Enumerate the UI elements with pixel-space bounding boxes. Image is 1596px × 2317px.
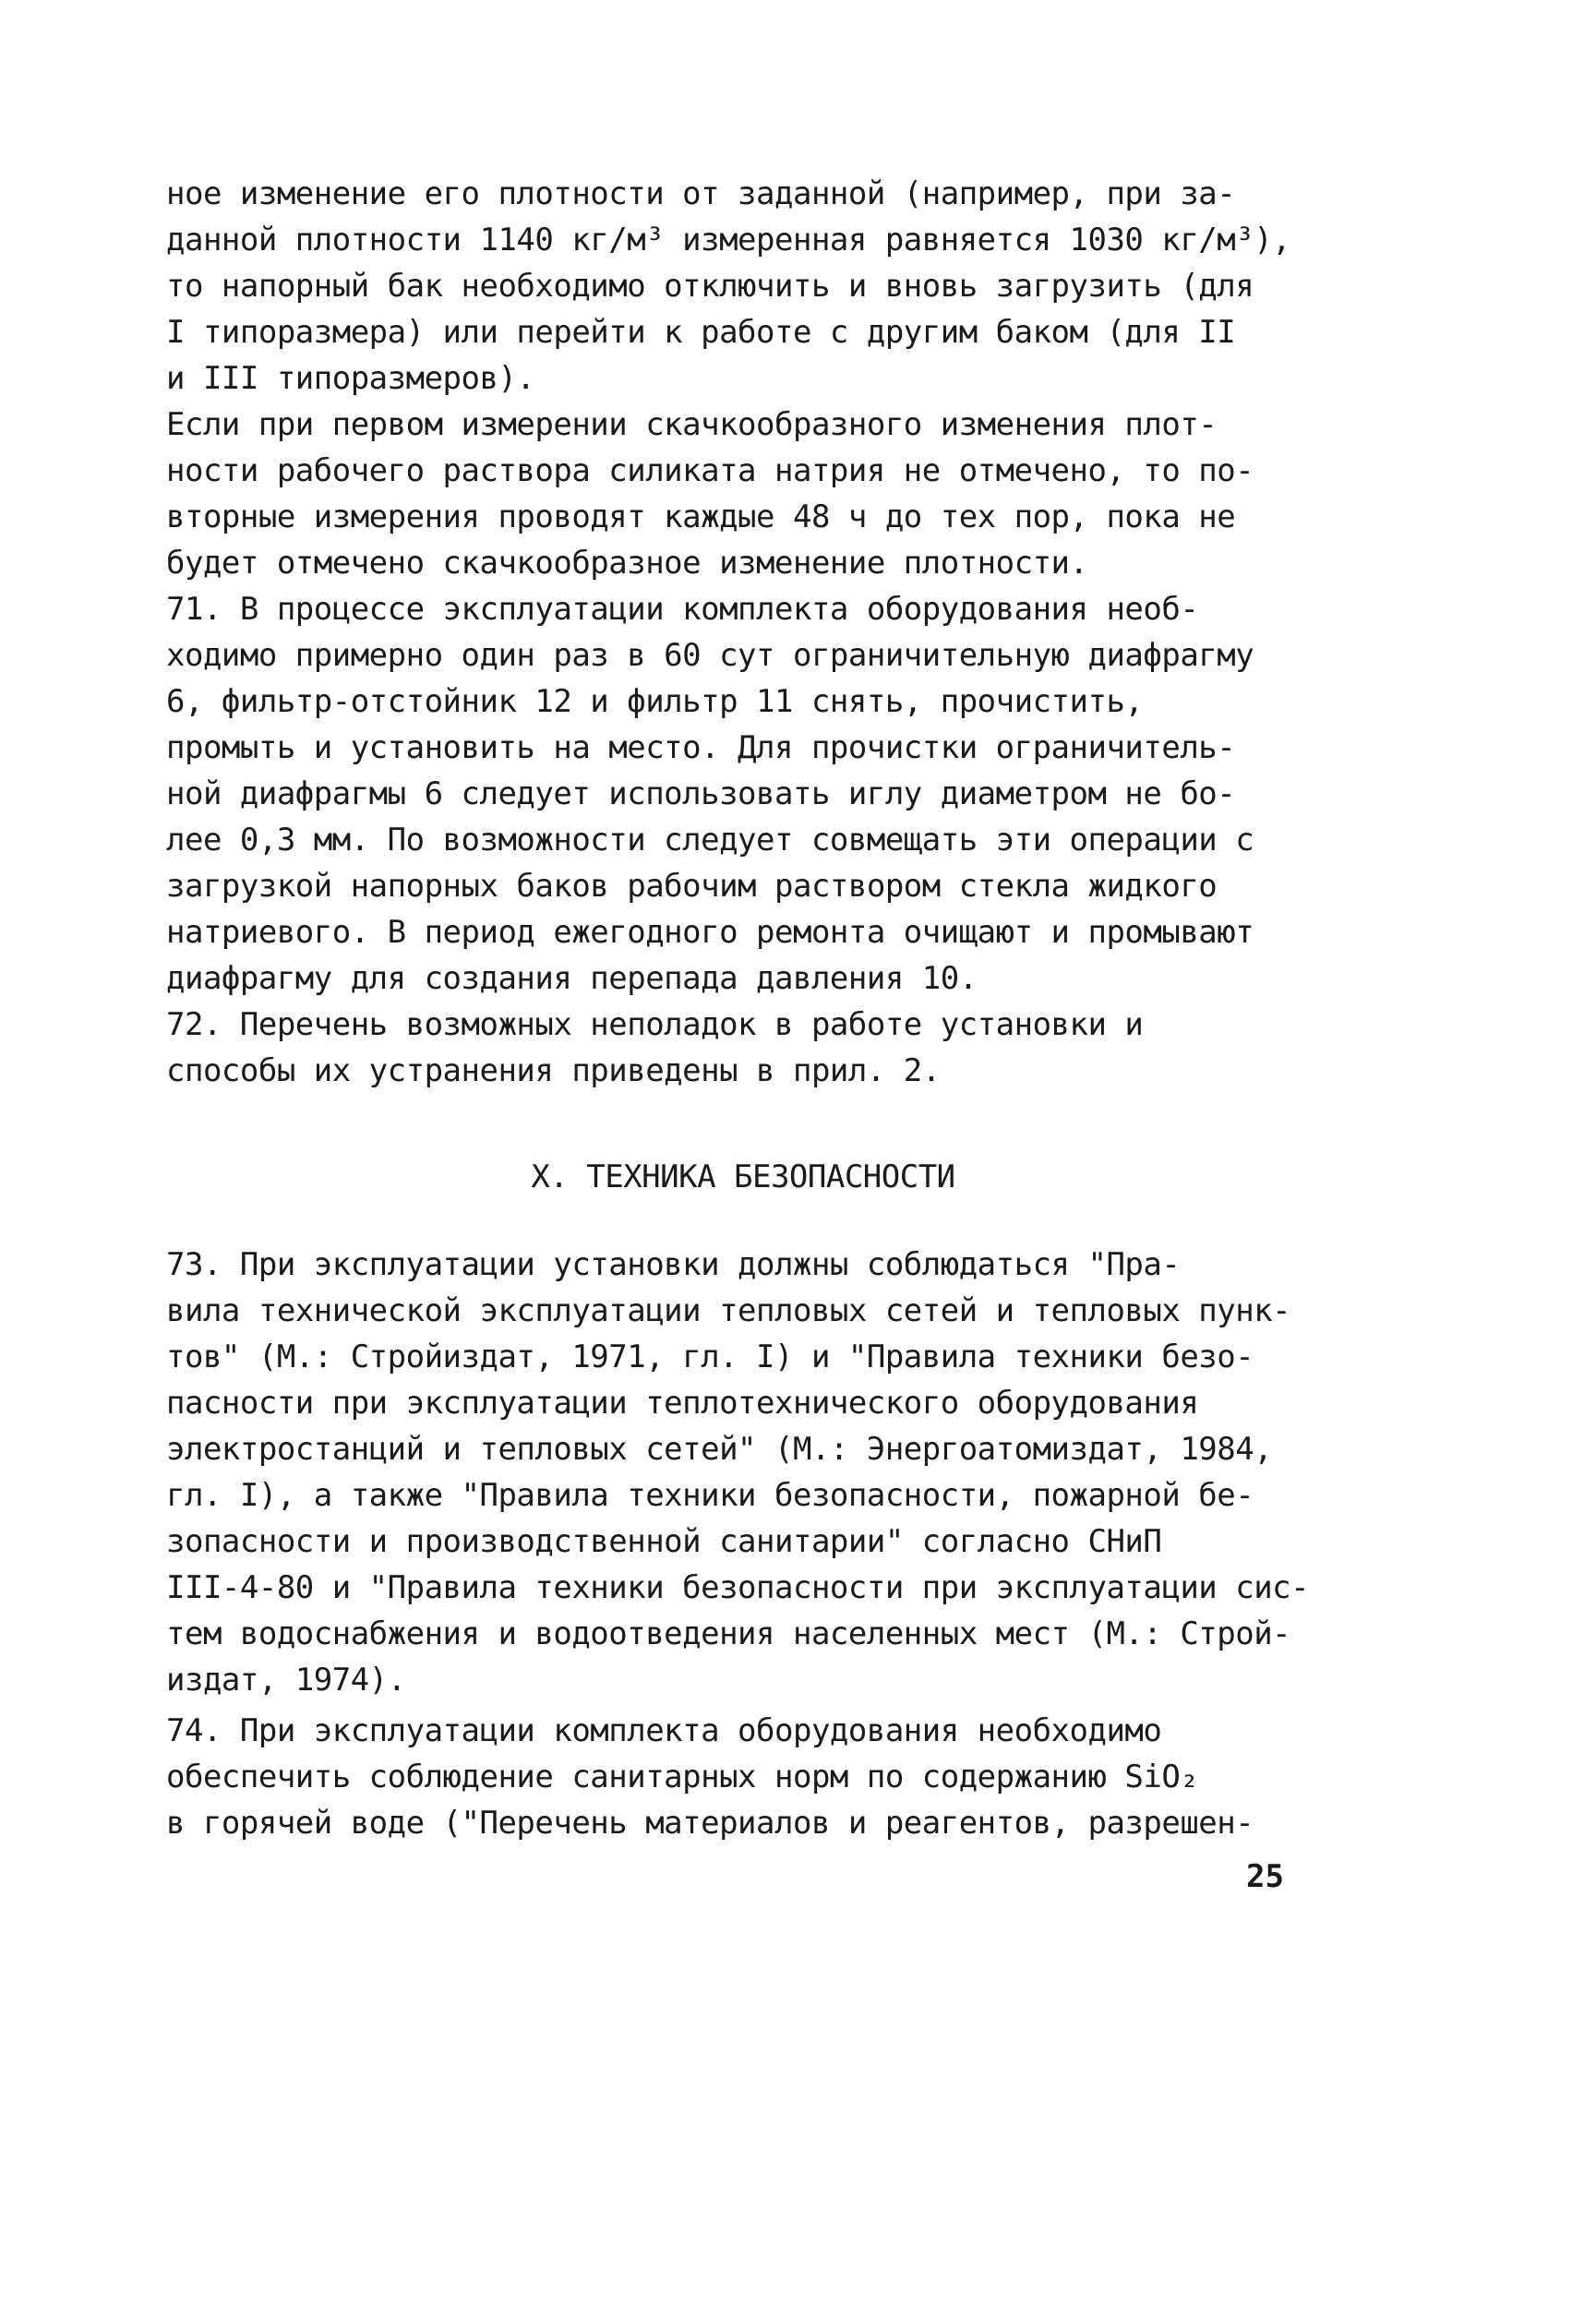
text-line: 74. При эксплуатации комплекта оборудования необходимо [166, 1712, 1162, 1749]
text-line: загрузкой напорных баков рабочим раствором стекла жидкого [166, 868, 1218, 905]
paragraph-remeasurement [166, 402, 1320, 586]
text-line: вила технической эксплуатации тепловых сетей и тепловых пунк- [166, 1292, 1291, 1329]
text-line: пасности при эксплуатации теплотехнического оборудования [166, 1385, 1199, 1422]
text-line: промыть и установить на место. Для прочистки ограничитель- [166, 729, 1236, 766]
paragraph-continuation [166, 171, 1320, 402]
page-number: 25 [1246, 1858, 1284, 1895]
text-line: лее 0,3 мм. По возможности следует совмещать эти операции с [166, 822, 1254, 858]
text-line: 71. В процессе эксплуатации комплекта оборудования необ- [166, 591, 1199, 628]
text-line: ности рабочего раствора силиката натрия не отмечено, то по- [166, 452, 1254, 489]
text-line: натриевого. В период ежегодного ремонта очищают и промывают [166, 914, 1254, 951]
text-line: тов" (М.: Стройиздат, 1971, гл. I) и "Правила техники безо- [166, 1339, 1254, 1375]
text-line: ное изменение его плотности от заданной (например, при за- [166, 175, 1236, 212]
text-line: будет отмечено скачкообразное изменение плотности. [166, 545, 1088, 582]
paragraph-73 [166, 1242, 1320, 1703]
paragraph-74 [166, 1708, 1320, 1846]
text-line: обеспечить соблюдение санитарных норм по содержанию SiO₂ [166, 1759, 1199, 1795]
section-heading: X. ТЕХНИКА БЕЗОПАСНОСТИ [531, 1158, 955, 1195]
text-line: ной диафрагмы 6 следует использовать иглу диаметром не бо- [166, 775, 1236, 812]
text-line: Если при первом измерении скачкообразного изменения плот- [166, 406, 1218, 443]
text-line: 6, фильтр-отстойник 12 и фильтр 11 снять, прочистить, [166, 683, 1144, 720]
text-line: способы их устранения приведены в прил. 2. [166, 1052, 941, 1089]
text-line: зопасности и производственной санитарии" согласно СНиП [166, 1523, 1162, 1560]
text-line: III-4-80 и "Правила техники безопасности при эксплуатации сис- [166, 1569, 1310, 1606]
text-line: данной плотности 1140 кг/м³ измеренная равняется 1030 кг/м³), [166, 222, 1291, 258]
text-line: 72. Перечень возможных неполадок в работе установки и [166, 1006, 1144, 1043]
text-line: вторные измерения проводят каждые 48 ч до тех пор, пока не [166, 498, 1236, 535]
text-line: то напорный бак необходимо отключить и вновь загрузить (для [166, 268, 1254, 305]
text-line: и III типоразмеров). [166, 360, 535, 397]
text-line: электростанций и тепловых сетей" (М.: Энергоатомиздат, 1984, [166, 1431, 1273, 1468]
text-line: издат, 1974). [166, 1662, 406, 1699]
text-line: ходимо примерно один раз в 60 сут ограничительную диафрагму [166, 637, 1254, 674]
text-line: гл. I), а также "Правила техники безопасности, пожарной бе- [166, 1477, 1254, 1514]
text-line: I типоразмера) или перейти к работе с другим баком (для II [166, 314, 1236, 351]
text-line: 73. При эксплуатации установки должны соблюдаться "Пра- [166, 1246, 1181, 1283]
text-line: тем водоснабжения и водоотведения населенных мест (М.: Строй- [166, 1615, 1291, 1652]
paragraph-71 [166, 586, 1320, 1002]
text-line: диафрагму для создания перепада давления 10. [166, 960, 978, 997]
paragraph-72 [166, 1002, 1320, 1094]
text-line: в горячей воде ("Перечень материалов и реагентов, разрешен- [166, 1805, 1254, 1842]
